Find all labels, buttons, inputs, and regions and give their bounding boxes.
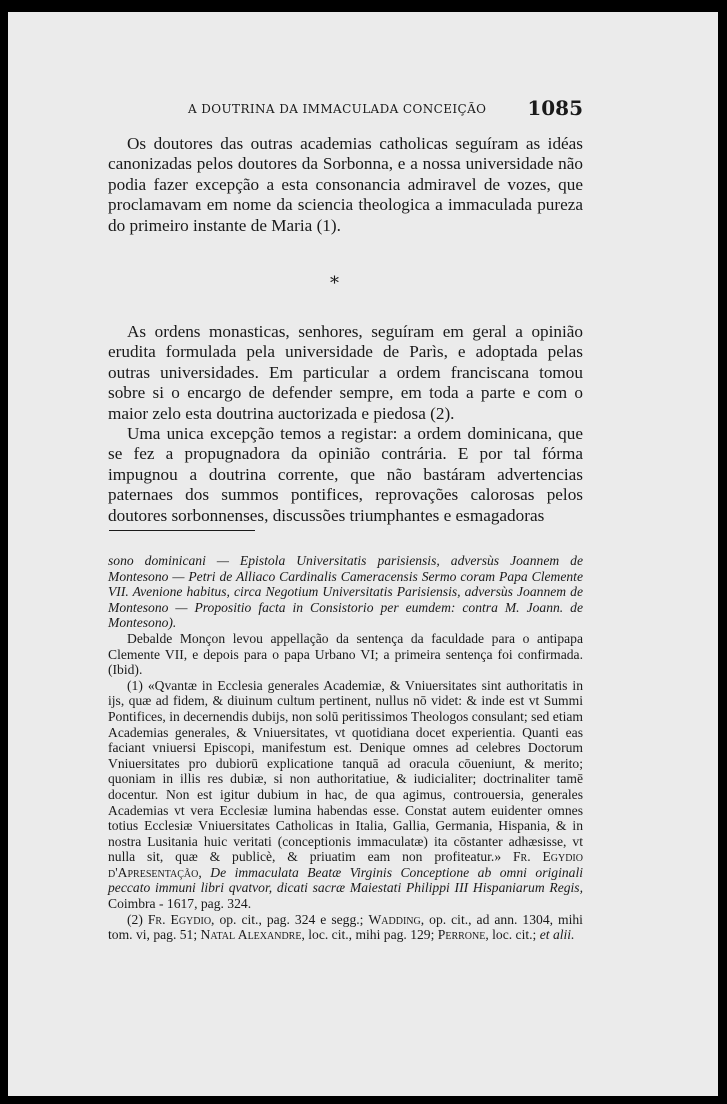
running-title: A DOUTRINA DA IMMACULADA CONCEIÇÃO	[188, 102, 487, 116]
running-header	[108, 96, 583, 124]
footnote-2	[108, 912, 583, 943]
citation-ref: et alii.	[539, 927, 575, 943]
main-text-block-1	[108, 134, 583, 236]
citation-author: Fr. Egydio,	[147, 911, 215, 927]
book-page	[8, 12, 718, 1096]
footnote-marker: (2)	[127, 911, 143, 927]
footnote-separator	[109, 530, 255, 531]
footnotes	[108, 553, 583, 943]
paragraph: Uma unica excepção temos a registar: a ordem dominicana, que se fez a propugnadora da opinião contrária. E por tal fórma impugnou a doutrina corrente, que não bastáram advertencias paternaes dos summos pontifices, reprovações calorosas pelos doutores sorbonnenses, discussões triumphantes e esmagadoras	[108, 424, 583, 525]
citation-author: Wadding,	[368, 911, 425, 927]
footnote-moncon: Debalde Monçon levou appellação da sentença da faculdade para o antipapa Clemente VII, e depois para o papa Urbano VI; a primeira sentença foi confirmada. (Ibid).	[108, 630, 583, 678]
footnote-quote: «Qvantæ in Ecclesia generales Academiæ, & Vniuersitates sint authoritatis in ijs, quæ ad fidem, & diuinum cultum pertinent, nullus nō videt: & inde est vt Summi Pontifices, in decernendis dubijs, non solū peritissimos Theologos consulant; sed etiam Academias generales, & Vniuersitates, vt quotidiana docet experientia. Quanti eas faciant vniuersi Episcopi, manifestum est. Denique omnes ad celebres Doctorum Vniuersitates pro dubiorū explicatione tanquā ad oracula cōueniunt, & merito; quoniam in illis res dubiæ, si non authoritatiue, & iudicialiter; doctrinaliter tamē docentur. Non est igitur dubium in hac, de qua agimus, controuersia, generales Academias vt vera Ecclesiæ lumina habendas esse. Constat autem euidenter omnes totius Ecclesiæ Vniuersitates Catholicas in Italia, Gallia, Germania, Hispania, & in nostra Lusitania huic veritati (conceptionis immaculatæ) ita cōstanter adhæsisse, vt nulla sit, quæ & publicè, & priuatim eam non profiteatur.»	[108, 677, 583, 865]
paragraph: Os doutores das outras academias catholicas seguíram as idéas canonizadas pelos doutores da Sorbonna, e a nossa universidade não podia fazer excepção a esta consonancia admiravel de vozes, que proclamavam em nome da sciencia theologica a immaculada pureza do primeiro instante de Maria (1).	[108, 134, 583, 235]
citation-author: Natal Alexandre,	[200, 927, 305, 943]
paragraph: As ordens monasticas, senhores, seguíram em geral a opinião erudita formulada pela universidade de Parìs, e adoptada pelas outras universidades. Em particular a ordem franciscana tomou sobre si o encargo de defender sempre, em toda a parte e com o maior zelo esta doutrina auctorizada e piedosa (2).	[108, 322, 583, 423]
citation-ref: loc. cit.;	[492, 927, 537, 943]
section-asterisk: *	[330, 273, 339, 294]
footnote-continuation: sono dominicani — Epistola Universitatis parisiensis, adversùs Joannem de Montesono — Petri de Alliaco Cardinalis Cameracensis Sermo coram Papa Clemente VII. Avenione habitus, circa Negotium Universitatis Parisiensis, adversùs Joannem de Montesono — Propositio facta in Consistorio per eumdem: contra M. Joann. de Montesono).	[108, 553, 583, 631]
citation-imprint: Coimbra - 1617, pag. 324.	[108, 896, 252, 912]
citation-ref: op. cit., ad ann. 1304, mihi tom. vi, pag. 51;	[108, 911, 583, 943]
footnote-1	[108, 678, 583, 912]
main-text-block-2	[108, 322, 583, 526]
citation-ref: op. cit., pag. 324 e segg.;	[219, 911, 364, 927]
citation-author: Perrone,	[437, 927, 489, 943]
citation-author: Fr. Egydio d'Apresentação,	[108, 849, 583, 880]
page-number: 1085	[527, 96, 583, 120]
citation-ref: loc. cit., mihi pag. 129;	[308, 927, 435, 943]
citation-title: De immaculata Beatæ Virginis Conceptione ab omni originali peccato immuni libri qvatvor, dicati sacræ Maiestati Philippi III Hispaniarum Regis,	[108, 864, 583, 896]
footnote-marker: (1)	[127, 677, 143, 693]
